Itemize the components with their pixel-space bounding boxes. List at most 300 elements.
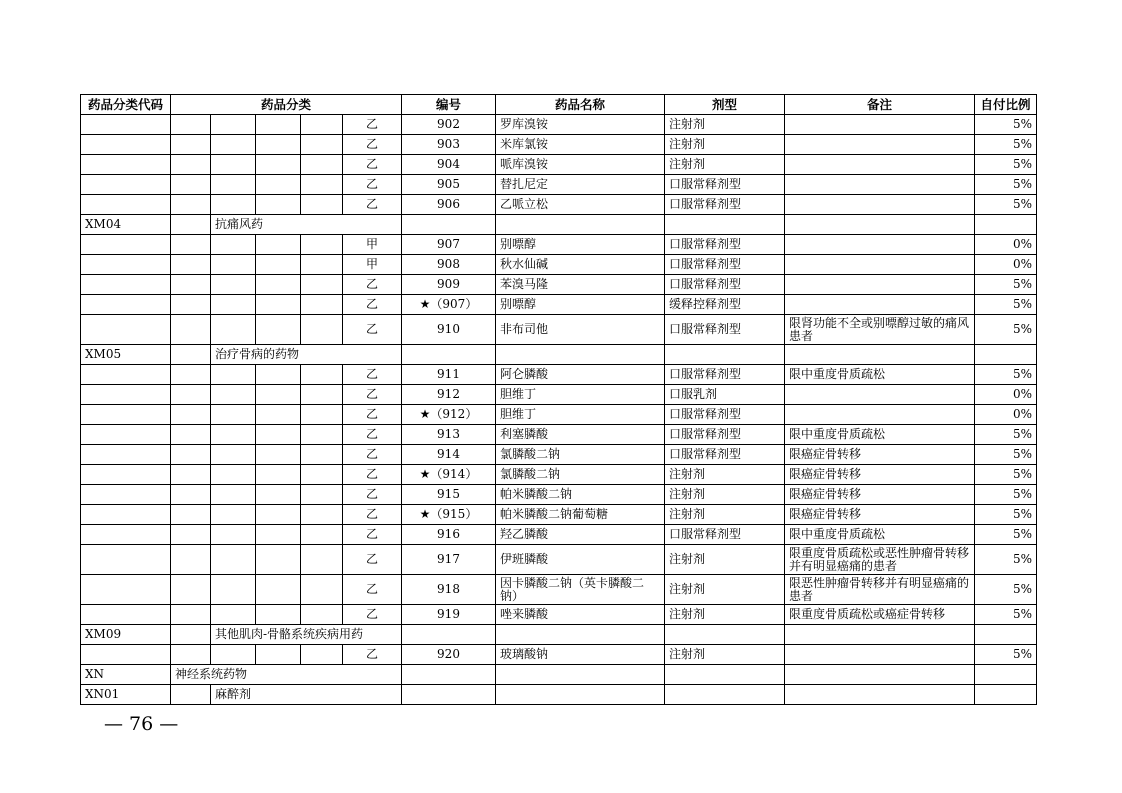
code-cell <box>81 275 171 295</box>
category-cell-4 <box>301 135 343 155</box>
page-number: — 76 — <box>104 713 179 735</box>
category-cell-3 <box>256 365 301 385</box>
code-cell <box>81 235 171 255</box>
grade-cell: 乙 <box>343 645 402 665</box>
drug-name-cell <box>496 625 665 645</box>
category-cell-4 <box>301 295 343 315</box>
number-cell: 903 <box>402 135 496 155</box>
category-cell-4 <box>301 255 343 275</box>
category-cell-1 <box>171 545 211 575</box>
code-cell <box>81 135 171 155</box>
remark-cell <box>785 175 975 195</box>
drug-name-cell: 哌库溴铵 <box>496 155 665 175</box>
ratio-cell: 5% <box>975 485 1037 505</box>
drug-name-cell: 替扎尼定 <box>496 175 665 195</box>
category-cell-2 <box>211 385 256 405</box>
remark-cell: 限中重度骨质疏松 <box>785 425 975 445</box>
dosage-form-cell: 口服常释剂型 <box>665 315 785 345</box>
category-label: 神经系统药物 <box>171 665 402 685</box>
table-row <box>81 155 1037 175</box>
drug-name-cell <box>496 215 665 235</box>
ratio-cell: 5% <box>975 465 1037 485</box>
remark-cell: 限中重度骨质疏松 <box>785 365 975 385</box>
code-cell <box>81 545 171 575</box>
ratio-cell <box>975 345 1037 365</box>
category-cell-1 <box>171 645 211 665</box>
category-cell-1 <box>171 315 211 345</box>
category-label: 治疗骨病的药物 <box>211 345 402 365</box>
header-ratio: 自付比例 <box>975 95 1037 115</box>
ratio-cell: 5% <box>975 155 1037 175</box>
grade-cell: 乙 <box>343 425 402 445</box>
number-cell: 910 <box>402 315 496 345</box>
category-cell-4 <box>301 275 343 295</box>
category-cell-1 <box>171 275 211 295</box>
category-cell-2 <box>211 425 256 445</box>
drug-name-cell: 罗库溴铵 <box>496 115 665 135</box>
drug-name-cell: 非布司他 <box>496 315 665 345</box>
category-cell-4 <box>301 405 343 425</box>
dosage-form-cell: 注射剂 <box>665 505 785 525</box>
table-row <box>81 485 1037 505</box>
category-cell-3 <box>256 545 301 575</box>
category-cell-2 <box>211 365 256 385</box>
ratio-cell: 5% <box>975 295 1037 315</box>
grade-cell: 乙 <box>343 115 402 135</box>
category-cell-4 <box>301 545 343 575</box>
category-cell-2 <box>211 575 256 605</box>
category-cell-2 <box>211 195 256 215</box>
ratio-cell: 0% <box>975 255 1037 275</box>
category-cell-1 <box>171 625 211 645</box>
remark-cell: 限癌症骨转移 <box>785 505 975 525</box>
code-cell <box>81 645 171 665</box>
header-category: 药品分类 <box>171 95 402 115</box>
table-row <box>81 645 1037 665</box>
table-row <box>81 115 1037 135</box>
number-cell: ★（912） <box>402 405 496 425</box>
dosage-form-cell: 口服常释剂型 <box>665 195 785 215</box>
category-cell-3 <box>256 425 301 445</box>
drug-name-cell: 氯膦酸二钠 <box>496 445 665 465</box>
number-cell <box>402 665 496 685</box>
header-code: 药品分类代码 <box>81 95 171 115</box>
category-cell-3 <box>256 485 301 505</box>
drug-name-cell: 胆维丁 <box>496 405 665 425</box>
number-cell: 919 <box>402 605 496 625</box>
remark-cell: 限癌症骨转移 <box>785 465 975 485</box>
dosage-form-cell: 口服常释剂型 <box>665 405 785 425</box>
number-cell: 917 <box>402 545 496 575</box>
remark-cell <box>785 115 975 135</box>
grade-cell: 乙 <box>343 135 402 155</box>
grade-cell: 乙 <box>343 195 402 215</box>
number-cell: 909 <box>402 275 496 295</box>
table-row <box>81 605 1037 625</box>
dosage-form-cell: 口服常释剂型 <box>665 235 785 255</box>
number-cell: ★（915） <box>402 505 496 525</box>
category-row <box>81 625 1037 645</box>
number-cell: 912 <box>402 385 496 405</box>
code-cell <box>81 425 171 445</box>
code-cell <box>81 505 171 525</box>
category-cell-1 <box>171 175 211 195</box>
ratio-cell <box>975 625 1037 645</box>
ratio-cell: 5% <box>975 645 1037 665</box>
grade-cell: 乙 <box>343 365 402 385</box>
category-cell-2 <box>211 405 256 425</box>
drug-name-cell <box>496 685 665 705</box>
table-row <box>81 135 1037 155</box>
drug-name-cell: 秋水仙碱 <box>496 255 665 275</box>
remark-cell <box>785 155 975 175</box>
category-cell-1 <box>171 295 211 315</box>
remark-cell <box>785 385 975 405</box>
remark-cell <box>785 665 975 685</box>
number-cell: 908 <box>402 255 496 275</box>
category-cell-2 <box>211 525 256 545</box>
remark-cell: 限癌症骨转移 <box>785 445 975 465</box>
drug-table <box>80 94 1037 705</box>
code-cell <box>81 605 171 625</box>
header-number: 编号 <box>402 95 496 115</box>
table-row <box>81 465 1037 485</box>
grade-cell: 乙 <box>343 175 402 195</box>
ratio-cell: 5% <box>975 275 1037 295</box>
number-cell: 914 <box>402 445 496 465</box>
ratio-cell: 5% <box>975 575 1037 605</box>
dosage-form-cell: 口服常释剂型 <box>665 445 785 465</box>
category-cell-4 <box>301 175 343 195</box>
category-cell-1 <box>171 575 211 605</box>
grade-cell: 乙 <box>343 295 402 315</box>
ratio-cell: 5% <box>975 175 1037 195</box>
category-cell-3 <box>256 295 301 315</box>
grade-cell: 乙 <box>343 485 402 505</box>
grade-cell: 乙 <box>343 385 402 405</box>
remark-cell <box>785 405 975 425</box>
category-cell-1 <box>171 195 211 215</box>
number-cell: 916 <box>402 525 496 545</box>
remark-cell: 限中重度骨质疏松 <box>785 525 975 545</box>
category-cell-4 <box>301 365 343 385</box>
category-cell-2 <box>211 235 256 255</box>
grade-cell: 甲 <box>343 255 402 275</box>
category-cell-1 <box>171 385 211 405</box>
remark-cell: 限重度骨质疏松或恶性肿瘤骨转移并有明显癌痛的患者 <box>785 545 975 575</box>
category-cell-2 <box>211 645 256 665</box>
table-body <box>81 115 1037 705</box>
table-row <box>81 295 1037 315</box>
category-cell-1 <box>171 405 211 425</box>
grade-cell: 乙 <box>343 155 402 175</box>
code-cell <box>81 295 171 315</box>
drug-name-cell: 米库氯铵 <box>496 135 665 155</box>
category-cell-4 <box>301 155 343 175</box>
code-cell <box>81 115 171 135</box>
number-cell <box>402 215 496 235</box>
code-cell <box>81 525 171 545</box>
dosage-form-cell <box>665 625 785 645</box>
drug-name-cell: 唑来膦酸 <box>496 605 665 625</box>
category-cell-3 <box>256 465 301 485</box>
category-cell-4 <box>301 195 343 215</box>
dosage-form-cell: 口服常释剂型 <box>665 425 785 445</box>
drug-name-cell: 阿仑膦酸 <box>496 365 665 385</box>
remark-cell <box>785 295 975 315</box>
drug-name-cell: 羟乙膦酸 <box>496 525 665 545</box>
category-cell-4 <box>301 235 343 255</box>
ratio-cell: 0% <box>975 235 1037 255</box>
ratio-cell: 5% <box>975 505 1037 525</box>
dosage-form-cell: 注射剂 <box>665 605 785 625</box>
table-row <box>81 425 1037 445</box>
dosage-form-cell <box>665 665 785 685</box>
number-cell: 905 <box>402 175 496 195</box>
dosage-form-cell: 注射剂 <box>665 645 785 665</box>
ratio-cell: 5% <box>975 315 1037 345</box>
table-row <box>81 235 1037 255</box>
number-cell: 906 <box>402 195 496 215</box>
remark-cell <box>785 625 975 645</box>
drug-name-cell: 帕米膦酸二钠葡萄糖 <box>496 505 665 525</box>
category-cell-1 <box>171 215 211 235</box>
table-row <box>81 195 1037 215</box>
category-cell-3 <box>256 155 301 175</box>
code-cell <box>81 575 171 605</box>
category-code: XM04 <box>81 215 171 235</box>
dosage-form-cell: 缓释控释剂型 <box>665 295 785 315</box>
dosage-form-cell: 注射剂 <box>665 485 785 505</box>
code-cell <box>81 485 171 505</box>
code-cell <box>81 405 171 425</box>
drug-name-cell: 苯溴马隆 <box>496 275 665 295</box>
drug-name-cell: 别嘌醇 <box>496 235 665 255</box>
header-remarks: 备注 <box>785 95 975 115</box>
number-cell <box>402 345 496 365</box>
drug-name-cell: 玻璃酸钠 <box>496 645 665 665</box>
category-cell-3 <box>256 275 301 295</box>
category-cell-4 <box>301 645 343 665</box>
category-cell-3 <box>256 195 301 215</box>
code-cell <box>81 385 171 405</box>
category-cell-1 <box>171 255 211 275</box>
number-cell: ★（914） <box>402 465 496 485</box>
category-cell-2 <box>211 255 256 275</box>
category-cell-2 <box>211 605 256 625</box>
ratio-cell: 5% <box>975 525 1037 545</box>
code-cell <box>81 365 171 385</box>
number-cell: 915 <box>402 485 496 505</box>
ratio-cell <box>975 685 1037 705</box>
table-row <box>81 575 1037 605</box>
ratio-cell: 5% <box>975 115 1037 135</box>
category-cell-2 <box>211 445 256 465</box>
category-cell-3 <box>256 645 301 665</box>
category-label: 其他肌肉-骨骼系统疾病用药 <box>211 625 402 645</box>
category-cell-2 <box>211 135 256 155</box>
category-cell-3 <box>256 525 301 545</box>
category-cell-4 <box>301 505 343 525</box>
dosage-form-cell <box>665 685 785 705</box>
grade-cell: 乙 <box>343 445 402 465</box>
drug-name-cell: 伊班膦酸 <box>496 545 665 575</box>
category-code: XN01 <box>81 685 171 705</box>
category-cell-2 <box>211 115 256 135</box>
table-row <box>81 385 1037 405</box>
grade-cell: 乙 <box>343 315 402 345</box>
dosage-form-cell: 注射剂 <box>665 545 785 575</box>
table-row <box>81 505 1037 525</box>
category-cell-1 <box>171 345 211 365</box>
table-header-row <box>81 95 1037 115</box>
number-cell: 920 <box>402 645 496 665</box>
category-cell-2 <box>211 155 256 175</box>
grade-cell: 乙 <box>343 275 402 295</box>
number-cell: 902 <box>402 115 496 135</box>
number-cell: ★（907） <box>402 295 496 315</box>
remark-cell <box>785 685 975 705</box>
category-cell-1 <box>171 525 211 545</box>
number-cell <box>402 685 496 705</box>
dosage-form-cell: 注射剂 <box>665 115 785 135</box>
category-row <box>81 215 1037 235</box>
header-form: 剂型 <box>665 95 785 115</box>
remark-cell: 限重度骨质疏松或癌症骨转移 <box>785 605 975 625</box>
category-cell-4 <box>301 465 343 485</box>
number-cell: 918 <box>402 575 496 605</box>
drug-name-cell: 氯膦酸二钠 <box>496 465 665 485</box>
remark-cell <box>785 135 975 155</box>
remark-cell <box>785 195 975 215</box>
number-cell: 913 <box>402 425 496 445</box>
table-row <box>81 365 1037 385</box>
grade-cell: 乙 <box>343 605 402 625</box>
category-cell-4 <box>301 385 343 405</box>
category-cell-4 <box>301 525 343 545</box>
number-cell: 904 <box>402 155 496 175</box>
remark-cell <box>785 255 975 275</box>
category-row <box>81 345 1037 365</box>
category-cell-1 <box>171 465 211 485</box>
category-cell-1 <box>171 135 211 155</box>
table-row <box>81 525 1037 545</box>
dosage-form-cell <box>665 345 785 365</box>
ratio-cell: 5% <box>975 135 1037 155</box>
dosage-form-cell: 注射剂 <box>665 135 785 155</box>
grade-cell: 乙 <box>343 525 402 545</box>
grade-cell: 乙 <box>343 405 402 425</box>
drug-name-cell <box>496 665 665 685</box>
drug-name-cell: 因卡膦酸二钠（英卡膦酸二钠） <box>496 575 665 605</box>
code-cell <box>81 445 171 465</box>
category-cell-3 <box>256 575 301 605</box>
remark-cell <box>785 645 975 665</box>
category-cell-1 <box>171 235 211 255</box>
category-cell-1 <box>171 445 211 465</box>
remark-cell <box>785 235 975 255</box>
remark-cell: 限肾功能不全或别嘌醇过敏的痛风患者 <box>785 315 975 345</box>
drug-name-cell: 帕米膦酸二钠 <box>496 485 665 505</box>
dosage-form-cell <box>665 215 785 235</box>
category-cell-3 <box>256 255 301 275</box>
category-cell-2 <box>211 295 256 315</box>
category-cell-1 <box>171 365 211 385</box>
category-cell-2 <box>211 465 256 485</box>
category-cell-1 <box>171 115 211 135</box>
dosage-form-cell: 口服常释剂型 <box>665 175 785 195</box>
code-cell <box>81 195 171 215</box>
dosage-form-cell: 口服常释剂型 <box>665 255 785 275</box>
category-cell-1 <box>171 505 211 525</box>
category-cell-2 <box>211 505 256 525</box>
ratio-cell: 5% <box>975 445 1037 465</box>
code-cell <box>81 175 171 195</box>
ratio-cell <box>975 665 1037 685</box>
category-cell-3 <box>256 235 301 255</box>
category-code: XN <box>81 665 171 685</box>
category-cell-2 <box>211 485 256 505</box>
ratio-cell: 0% <box>975 405 1037 425</box>
category-code: XM05 <box>81 345 171 365</box>
category-cell-4 <box>301 315 343 345</box>
ratio-cell: 5% <box>975 425 1037 445</box>
table-row <box>81 315 1037 345</box>
category-row <box>81 665 1037 685</box>
table-row <box>81 275 1037 295</box>
ratio-cell: 5% <box>975 545 1037 575</box>
category-cell-3 <box>256 505 301 525</box>
table-row <box>81 255 1037 275</box>
remark-cell: 限恶性肿瘤骨转移并有明显癌痛的患者 <box>785 575 975 605</box>
category-cell-3 <box>256 135 301 155</box>
category-cell-3 <box>256 605 301 625</box>
dosage-form-cell: 口服乳剂 <box>665 385 785 405</box>
category-cell-1 <box>171 155 211 175</box>
code-cell <box>81 315 171 345</box>
header-name: 药品名称 <box>496 95 665 115</box>
category-label: 麻醉剂 <box>211 685 402 705</box>
grade-cell: 乙 <box>343 465 402 485</box>
ratio-cell: 5% <box>975 365 1037 385</box>
category-cell-2 <box>211 275 256 295</box>
drug-name-cell <box>496 345 665 365</box>
ratio-cell: 5% <box>975 195 1037 215</box>
category-cell-1 <box>171 425 211 445</box>
category-label: 抗痛风药 <box>211 215 402 235</box>
category-cell-4 <box>301 575 343 605</box>
drug-name-cell: 利塞膦酸 <box>496 425 665 445</box>
remark-cell <box>785 345 975 365</box>
grade-cell: 乙 <box>343 505 402 525</box>
table-row <box>81 545 1037 575</box>
category-cell-2 <box>211 545 256 575</box>
category-row <box>81 685 1037 705</box>
category-cell-4 <box>301 425 343 445</box>
remark-cell <box>785 275 975 295</box>
number-cell: 911 <box>402 365 496 385</box>
grade-cell: 乙 <box>343 545 402 575</box>
category-cell-3 <box>256 385 301 405</box>
category-cell-1 <box>171 685 211 705</box>
code-cell <box>81 465 171 485</box>
remark-cell: 限癌症骨转移 <box>785 485 975 505</box>
number-cell: 907 <box>402 235 496 255</box>
category-cell-1 <box>171 485 211 505</box>
code-cell <box>81 155 171 175</box>
dosage-form-cell: 口服常释剂型 <box>665 525 785 545</box>
grade-cell: 乙 <box>343 575 402 605</box>
